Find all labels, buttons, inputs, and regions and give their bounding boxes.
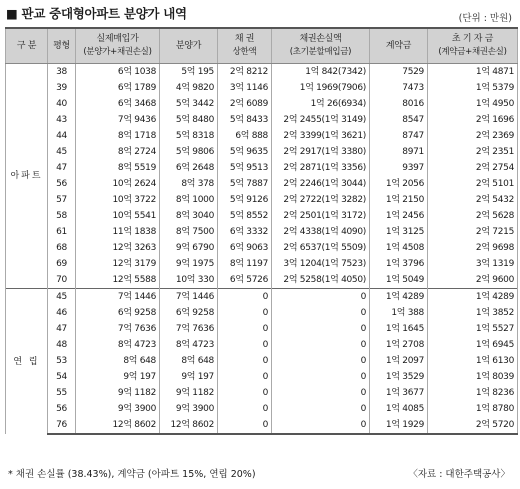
table-cell: 48 [48,337,76,353]
table-cell: 0 [218,337,272,353]
table-cell: 3억 1204(1억 7523) [272,256,370,272]
table-row [6,289,518,306]
table-cell: 1억 8780 [428,401,518,417]
table-cell: 2억 2871(1억 3356) [272,160,370,176]
table-cell: 1억 6945 [428,337,518,353]
table-cell: 2억 5258(1억 4050) [272,272,370,289]
header-initial-funds [428,28,518,64]
table-cell: 5억 8318 [160,128,218,144]
group-rowhouse-label: 연 립 [6,289,48,435]
table-cell: 2억 5628 [428,208,518,224]
table-cell: 2억 1696 [428,112,518,128]
table-row [6,272,518,289]
table-cell: 0 [218,417,272,434]
table-cell: 9억 1182 [160,385,218,401]
table-cell: 6억 5726 [218,272,272,289]
table-cell: 4억 9820 [160,80,218,96]
table-cell: 1억 8236 [428,385,518,401]
table-cell: 2억 5101 [428,176,518,192]
table-cell: 8억 1000 [160,192,218,208]
table-cell: 1억 1645 [370,321,428,337]
table-cell: 5억 7887 [218,176,272,192]
table-cell: 47 [48,321,76,337]
table-cell: 0 [272,337,370,353]
table-cell: 5억 8552 [218,208,272,224]
table-cell: 1억 3677 [370,385,428,401]
table-cell: 6억 9258 [76,305,160,321]
table-cell: 5억 9806 [160,144,218,160]
table-cell: 9억 1975 [160,256,218,272]
table-cell: 8억 1197 [218,256,272,272]
table-cell: 0 [272,353,370,369]
table-row [6,96,518,112]
table-cell: 5억 8433 [218,112,272,128]
table-cell: 1억 1929 [370,417,428,434]
table-cell: 1억 4085 [370,401,428,417]
table-cell: 2억 8212 [218,64,272,81]
header-actual-price-main: 실제매입가 [96,34,139,44]
table-cell: 2억 3399(1억 3621) [272,128,370,144]
table-row [6,80,518,96]
table-cell: 1억 8039 [428,369,518,385]
table-cell: 61 [48,224,76,240]
table-cell: 1억 4289 [370,289,428,306]
table-cell: 0 [218,385,272,401]
table-cell: 0 [218,289,272,306]
table-cell: 1억 3796 [370,256,428,272]
table-cell: 8억 378 [160,176,218,192]
table-cell: 68 [48,240,76,256]
table-cell: 2억 9600 [428,272,518,289]
table-cell: 44 [48,128,76,144]
table-cell: 2억 4338(1억 4090) [272,224,370,240]
table-cell: 0 [272,369,370,385]
table-cell: 2억 6537(1억 5509) [272,240,370,256]
table-row [6,256,518,272]
table-cell: 10억 5541 [76,208,160,224]
header-actual-price [76,28,160,64]
table-cell: 6억 9258 [160,305,218,321]
table-cell: 43 [48,112,76,128]
table-cell: 56 [48,176,76,192]
document-title: ■ 판교 중대형아파트 분양가 내역 [6,6,187,21]
table-cell: 0 [272,321,370,337]
table-cell: 8억 648 [160,353,218,369]
table-cell: 2억 5720 [428,417,518,434]
table-cell: 6억 1789 [76,80,160,96]
table-row [6,401,518,417]
table-cell: 7억 1446 [76,289,160,306]
table-cell: 0 [218,305,272,321]
table-cell: 1억 2056 [370,176,428,192]
table-cell: 8억 4723 [160,337,218,353]
header-row [6,28,518,64]
header-sale-price: 분양가 [160,28,218,64]
table-cell: 5억 9126 [218,192,272,208]
table-cell: 9억 197 [76,369,160,385]
table-cell: 5억 9635 [218,144,272,160]
table-cell: 38 [48,64,76,81]
header-initial-funds-main: 초 기 자 금 [451,34,494,44]
table-cell: 1억 26(6934) [272,96,370,112]
table-cell: 1억 3125 [370,224,428,240]
table-cell: 9억 197 [160,369,218,385]
table-cell: 2억 2351 [428,144,518,160]
table-cell: 2억 5432 [428,192,518,208]
table-cell: 8억 3040 [160,208,218,224]
table-cell: 11억 1838 [76,224,160,240]
table-cell: 2억 2722(1억 3282) [272,192,370,208]
table-cell: 0 [218,321,272,337]
header-bond-cap [218,28,272,64]
table-cell: 0 [218,353,272,369]
table-row [6,192,518,208]
table-cell: 5억 195 [160,64,218,81]
table-cell: 8억 4723 [76,337,160,353]
table-row [6,160,518,176]
table-cell: 10억 330 [160,272,218,289]
header-bond-loss [272,28,370,64]
table-cell: 5억 9513 [218,160,272,176]
table-row [6,240,518,256]
unit-label: (단위 : 만원) [458,13,512,24]
header-size: 평형 [48,28,76,64]
table-cell: 9억 6790 [160,240,218,256]
table-row [6,385,518,401]
table-cell: 2억 9698 [428,240,518,256]
table-row [6,321,518,337]
table-cell: 1억 2097 [370,353,428,369]
table-cell: 58 [48,208,76,224]
table-cell: 70 [48,272,76,289]
table-cell: 7억 9436 [76,112,160,128]
table-cell: 1억 3529 [370,369,428,385]
table-cell: 3억 1319 [428,256,518,272]
table-row [6,128,518,144]
table-cell: 12억 3179 [76,256,160,272]
table-cell: 9억 1182 [76,385,160,401]
table-cell: 5억 8480 [160,112,218,128]
table-cell: 0 [272,289,370,306]
table-cell: 0 [272,385,370,401]
table-cell: 8억 1718 [76,128,160,144]
price-table [5,27,518,435]
table-row [6,112,518,128]
table-cell: 47 [48,160,76,176]
table-cell: 1억 4950 [428,96,518,112]
table-cell: 0 [218,369,272,385]
table-cell: 2억 2917(1억 3380) [272,144,370,160]
header-actual-price-sub: (분양가+채권손실) [83,47,152,57]
table-row [6,305,518,321]
group-apartment-label: 아파트 [6,64,48,289]
table-cell: 1억 2456 [370,208,428,224]
table-cell: 3억 1146 [218,80,272,96]
table-cell: 8억 7500 [160,224,218,240]
table-cell: 2억 6089 [218,96,272,112]
table-cell: 12억 5588 [76,272,160,289]
table-cell: 56 [48,401,76,417]
table-cell: 6억 3332 [218,224,272,240]
table-cell: 2억 7215 [428,224,518,240]
table-cell: 1억 4508 [370,240,428,256]
table-cell: 40 [48,96,76,112]
table-cell: 7억 7636 [76,321,160,337]
table-cell: 8016 [370,96,428,112]
table-cell: 6억 3468 [76,96,160,112]
table-cell: 53 [48,353,76,369]
table-cell: 12억 8602 [76,417,160,434]
table-cell: 1억 2150 [370,192,428,208]
table-cell: 6억 888 [218,128,272,144]
table-cell: 45 [48,289,76,306]
table-cell: 0 [218,401,272,417]
table-cell: 0 [272,417,370,434]
table-cell: 2억 2369 [428,128,518,144]
table-cell: 2억 2754 [428,160,518,176]
table-row [6,208,518,224]
table-cell: 1억 5379 [428,80,518,96]
table-cell: 10억 3722 [76,192,160,208]
table-cell: 7억 1446 [160,289,218,306]
header-category: 구 분 [6,28,48,64]
table-cell: 1억 4871 [428,64,518,81]
source-note: 〈자료 : 대한주택공사〉 [408,469,510,480]
table-cell: 1억 388 [370,305,428,321]
table-cell: 2억 2455(1억 3149) [272,112,370,128]
table-row [6,353,518,369]
table-cell: 1억 2708 [370,337,428,353]
table-cell: 12억 3263 [76,240,160,256]
table-cell: 8747 [370,128,428,144]
table-cell: 1억 6130 [428,353,518,369]
table-cell: 8억 648 [76,353,160,369]
table-row [6,144,518,160]
header-bond-cap-main: 채 권 [234,34,255,44]
table-cell: 8억 2724 [76,144,160,160]
table-cell: 9397 [370,160,428,176]
table-cell: 0 [272,401,370,417]
table-cell: 5억 3442 [160,96,218,112]
table-body [6,64,518,435]
header-deposit: 계약금 [370,28,428,64]
table-cell: 12억 8602 [160,417,218,434]
table-row [6,224,518,240]
header-initial-funds-sub: (계약금+채권손실) [438,47,507,57]
table-cell: 9억 3900 [76,401,160,417]
table-cell: 39 [48,80,76,96]
header-bond-cap-sub: 상한액 [232,47,257,57]
table-cell: 1억 842(7342) [272,64,370,81]
header-bond-loss-main: 채권손실액 [299,34,342,44]
table-cell: 1억 4289 [428,289,518,306]
table-cell: 46 [48,305,76,321]
table-cell: 1억 5049 [370,272,428,289]
table-cell: 10억 2624 [76,176,160,192]
table-cell: 76 [48,417,76,434]
table-cell: 6억 9063 [218,240,272,256]
table-cell: 57 [48,192,76,208]
table-cell: 1억 3852 [428,305,518,321]
table-row [6,64,518,81]
table-cell: 55 [48,385,76,401]
table-cell: 1억 5527 [428,321,518,337]
table-cell: 0 [272,305,370,321]
table-cell: 7473 [370,80,428,96]
table-cell: 45 [48,144,76,160]
table-row [6,176,518,192]
header-bond-loss-sub: (초기분할매입금) [289,47,352,57]
table-cell: 8억 5519 [76,160,160,176]
table-cell: 54 [48,369,76,385]
table-cell: 9억 3900 [160,401,218,417]
table-cell: 1억 1969(7906) [272,80,370,96]
table-row [6,337,518,353]
table-cell: 6억 1038 [76,64,160,81]
table-row [6,369,518,385]
table-cell: 8971 [370,144,428,160]
table-row [6,417,518,434]
table-cell: 69 [48,256,76,272]
table-cell: 6억 2648 [160,160,218,176]
table-cell: 2억 2246(1억 3044) [272,176,370,192]
table-cell: 7억 7636 [160,321,218,337]
table-cell: 8547 [370,112,428,128]
table-cell: 2억 2501(1억 3172) [272,208,370,224]
footnote: * 채권 손실률 (38.43%), 계약금 (아파트 15%, 연립 20%) [8,469,256,480]
table-cell: 7529 [370,64,428,81]
